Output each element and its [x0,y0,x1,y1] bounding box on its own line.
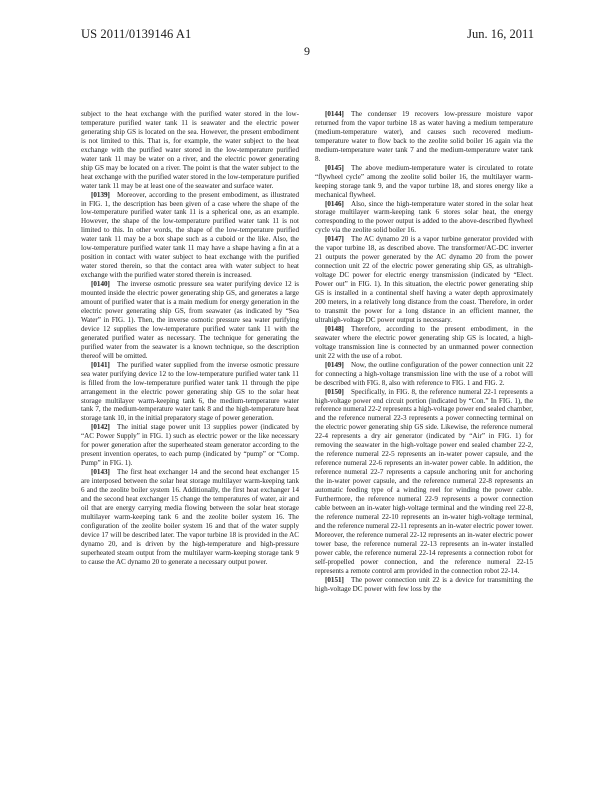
paragraph-text: The above medium-temperature water is circulated to rotate “flywheel cycle” among the zeolite solid boiler 16, the multilayer warm-keeping storage tank 9, and the vapor turbine 18, and stores energy like a mechanical flywheel. [315,163,533,199]
paragraph-number: [0141] [91,360,110,369]
paragraph [81,110,299,191]
paragraph [81,361,299,424]
paragraph [81,423,299,468]
paragraph-number: [0146] [325,199,344,208]
paragraph-number: [0148] [325,324,344,333]
paragraph [315,388,533,576]
paragraph-number: [0144] [325,110,344,118]
paragraph-text: Also, since the high-temperature water stored in the solar heat storage multilayer warm-keeping tank 6 stores solar heat, the energy corresponding to the power output is added to the above-described flywheel cycle via the zeolite solid boiler 16. [315,199,533,235]
paragraph-text: The inverse osmotic pressure sea water purifying device 12 is mounted inside the electric power generating ship GS, and generates a large amount of purified water that is a main medium for energy generation in the electric power generating ship GS, from seawater (as indicated by “Sea Water” in FIG. 1). Then, the inverse osmotic pressure sea water purifying device 12 supplies the low-temperature purified water tank 11 with the generated purified water as necessary. The technique for generating the purified water from the seawater is a known technique, so the description thereof will be omitted. [81,280,299,360]
paragraph [315,576,533,594]
paragraph-number: [0145] [325,163,344,172]
paragraph [81,468,299,566]
paragraph-text: The condenser 19 recovers low-pressure moisture vapor returned from the vapor turbine 18 as water having a medium temperature (medium-temperature water), and causes such recovered medium-temperature water to flow back to the zeolite solid boiler 16 again via the medium-temperature water tank 7 and the medium-temperature water tank 8. [315,110,533,163]
paragraph [81,280,299,361]
paragraph-number: [0142] [91,423,110,432]
paragraph-text: Specifically, in FIG. 8, the reference numeral 22-1 represents a high-voltage power end circuit portion (indicated by “Con.” In FIG. 1), the reference numeral 22-2 represents a high-voltage power end sealed chamber, and the reference numeral 22-3 represents a power connecting terminal on the electric power generating ship GS side. Likewise, the reference numeral 22-4 represents a dry air generator (indicated by “Air” in FIG. 1) for removing the seawater in the high-voltage power end sealed chamber 22-2, the reference numeral 22-5 represents an in-water power capsule, and the reference numeral 22-6 represents an in-water power cable. In addition, the reference numeral 22-7 represents a capsule anchoring unit for anchoring the in-water power capsule, and the reference numeral 22-8 represents an automatic feeding type of a winding reel for winding the power cable. Furthermore, the reference numeral 22-9 represents a power connection cable between an in-water high-voltage terminal and the winding reel 22-8, the reference numeral 22-10 represents an in-water high-voltage terminal, and the reference numeral 22-11 represents an in-water electric power tower. Moreover, the reference numeral 22-12 represents an in-water electric power tower base, the reference numeral 22-13 represents an in-water installed power cable, the reference numeral 22-14 represents a connection robot for self-propelled power connection, and the reference numeral 22-15 represents a remote control arm provided in the connection robot 22-14. [315,387,533,575]
paragraph-number: [0147] [325,235,344,244]
publication-date: Jun. 16, 2011 [467,27,534,41]
paragraph-number: [0139] [91,190,110,199]
paragraph [315,110,533,164]
paragraph-text: The first heat exchanger 14 and the second heat exchanger 15 are interposed between the solar heat storage multilayer warm-keeping tank 6 and the zeolite boiler system 16. Additionally, the first heat exchanger 14 and the second heat exchanger 15 change the temperatures of water, air and oil that are energy carrying media flowing between the solar heat storage multilayer warm-keeping tank 6 and the zeolite boiler system 16. The configuration of the zeolite boiler system 16 and that of the water supply device 17 will be described later. The vapor turbine 18 is provided in the AC dynamo 20, and is driven by the high-temperature and high-pressure superheated steam output from the multilayer warm-keeping storage tank 9 to cause the AC dynamo 20 to generate a necessary output power. [81,468,299,566]
left-text-column [81,110,299,775]
paragraph-number: [0151] [325,575,344,584]
publication-number: US 2011/0139146 A1 [81,27,192,41]
paragraph-number: [0143] [91,468,110,477]
paragraph-text: The purified water supplied from the inverse osmotic pressure sea water purifying device 12 to the low-temperature purified water tank 11 is filled from the low-temperature purified water tank 11 through the pipe arrangement in the electric power generating ship GS to the solar heat storage multilayer warm-keeping tank 6, the medium-temperature water tank 7, the medium-temperature water tank 8 and the high-temperature heat storage tank 10, in the initial preparatory stage of power generation. [81,360,299,423]
paragraph-number: [0149] [325,360,344,369]
paragraph-text: The power connection unit 22 is a device for transmitting the high-voltage DC power with few loss by the [315,575,533,593]
paragraph-text: Therefore, according to the present embodiment, in the seawater where the electric power generating ship GS is located, a high-voltage transmission line is connected by an unmanned power connection unit 22 with the use of a robot. [315,324,533,360]
paragraph [315,361,533,388]
paragraph-text: subject to the heat exchange with the purified water stored in the low-temperature purified water tank 11 is seawater and the electric power generating ship GS is located on the sea. However, the present embodiment is not limited to this. That is, for example, the water subject to the heat exchange with the purified water stored in the low-temperature purified water tank 11 may be water on a river, and the electric power generating ship GS may be located on a river. The point is that the water subject to the heat exchange with the purified water stored in the low-temperature purified water tank 11 may be at least one of the seawater and surface water. [81,110,299,190]
paragraph [315,164,533,200]
paragraph-text: Moreover, according to the present embodiment, as illustrated in FIG. 1, the description has been given of a case where the shape of the low-temperature purified water tank 11 is a spherical one, as an example. However, the shape of the low-temperature purified water tank 11 is not limited to this. In other words, the shape of the low-temperature purified water tank 11 may be a box shape such as a cuboid or the like. Also, the low-temperature purified water tank 11 may have a shape having a fin at a position in contact with water subject to heat exchange with the purified water stored therein, so that the contact area with water subject to heat exchange with the purified water stored therein is increased. [81,190,299,280]
paragraph [81,191,299,281]
paragraph-text: The AC dynamo 20 is a vapor turbine generator provided with the vapor turbine 18, as described above. The transformer/AC-DC inverter 21 outputs the power generated by the AC dynamo 20 from the power connection unit 22 of the electric power generating ship GS, as ultrahigh-voltage DC power for electric energy transmission (indicated by “Elect. Power out” in FIG. 1). In this situation, the electric power generating ship GS is installed in a continental shelf having a water depth approximately 200 meters, in a relatively long distance from the coast. Therefore, in order to transmit the power for a long distance in an efficient manner, the ultrahigh-voltage DC power output is necessary. [315,235,533,324]
right-text-column [315,110,533,775]
paragraph [315,325,533,361]
paragraph-number: [0140] [91,280,110,289]
paragraph [315,235,533,325]
paragraph-number: [0150] [325,387,344,396]
paragraph-text: The initial stage power unit 13 supplies power (indicated by “AC Power Supply” in FIG. 1) such as electric power or the like necessary for power generation after the superheated steam generator according to the present invention operates, to each pump (indicated by “pump” or “Comp. Pump” in FIG. 1). [81,423,299,468]
paragraph-text: Now, the outline configuration of the power connection unit 22 for connecting a high-voltage transmission line with the use of a robot will be described with FIG. 8, also with reference to FIG. 1 and FIG. 2. [315,360,533,387]
paragraph [315,200,533,236]
page-number: 9 [304,44,310,58]
